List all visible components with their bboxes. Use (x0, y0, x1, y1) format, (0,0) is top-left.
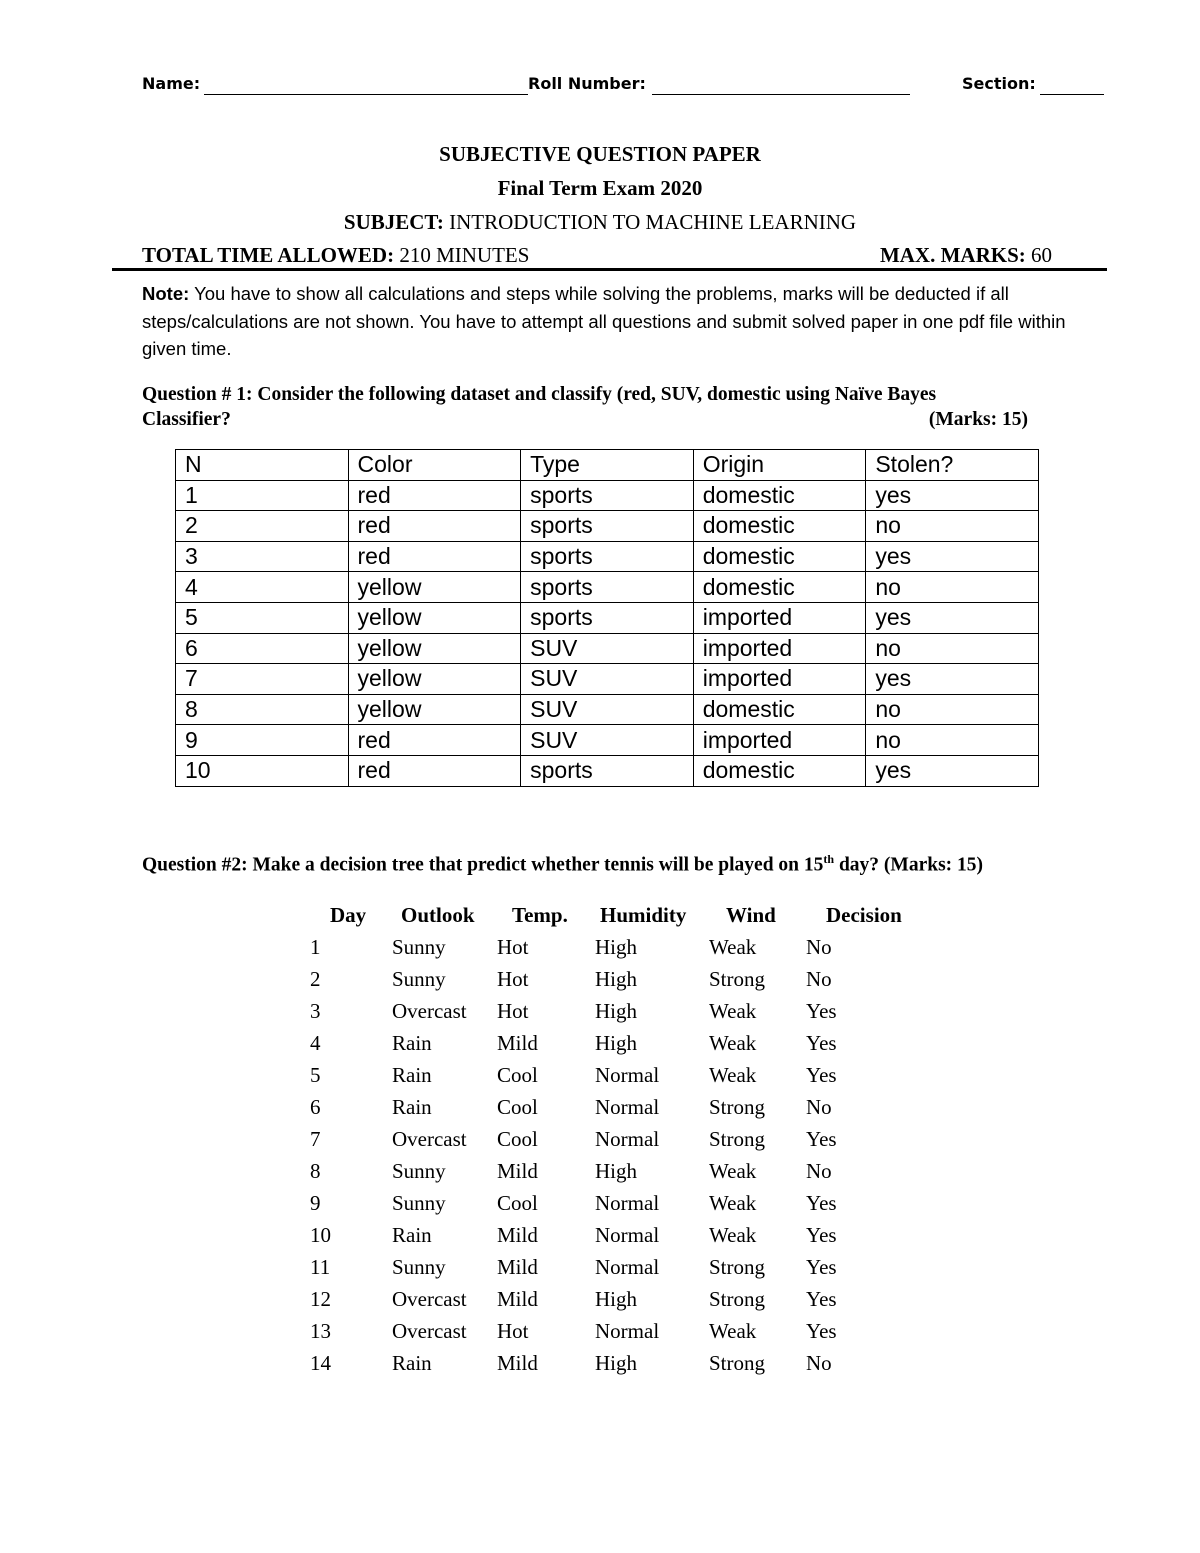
table-cell: imported (693, 664, 866, 695)
question-1-marks: (Marks: 15) (928, 409, 1028, 430)
table-cell: Cool (497, 1095, 538, 1119)
table-cell: yellow (348, 602, 521, 633)
table-cell: no (866, 511, 1039, 542)
table-row (176, 725, 1039, 756)
table-cell: yellow (348, 694, 521, 725)
table-cell: Mild (497, 1351, 538, 1375)
table-cell: Hot (497, 999, 529, 1023)
table-cell: 9 (176, 725, 349, 756)
table-cell: domestic (693, 511, 866, 542)
table-cell: Normal (595, 1223, 660, 1247)
table-cell: imported (693, 602, 866, 633)
table-cell: Overcast (392, 1127, 467, 1151)
table-cell: Sunny (392, 1191, 446, 1215)
paper-title: SUBJECTIVE QUESTION PAPER (439, 142, 761, 166)
table-cell: Sunny (392, 1159, 446, 1183)
roll-number-label: Roll Number: (528, 74, 646, 93)
table-cell: 6 (310, 1095, 321, 1119)
table-cell: 13 (310, 1319, 331, 1343)
table-cell: Overcast (392, 1287, 467, 1311)
table-cell: 1 (310, 935, 321, 959)
table-cell: 3 (310, 999, 321, 1023)
table-cell: High (595, 967, 637, 991)
section-label: Section: (962, 74, 1036, 93)
table-cell: sports (521, 755, 694, 786)
name-blank[interactable] (204, 94, 528, 95)
column-header: Wind (726, 903, 776, 927)
question-2-text: Question #2: Make a decision tree that predict whether tennis will be played on 15 (142, 854, 824, 876)
table-cell: red (348, 725, 521, 756)
table-cell: Mild (497, 1255, 538, 1279)
column-header: Color (348, 450, 521, 481)
table-cell: Normal (595, 1319, 660, 1343)
time-value: 210 MINUTES (399, 243, 530, 267)
table-cell: Weak (709, 1191, 757, 1215)
table-cell: Weak (709, 935, 757, 959)
table-cell: Yes (806, 1191, 837, 1215)
table-cell: Weak (709, 1063, 757, 1087)
table-row (176, 633, 1039, 664)
table-row (176, 602, 1039, 633)
header-divider (112, 268, 1107, 271)
table-cell: Weak (709, 1319, 757, 1343)
instructions-note (142, 280, 1077, 363)
table-cell: 7 (310, 1127, 321, 1151)
table-row (176, 572, 1039, 603)
table-cell: sports (521, 572, 694, 603)
table-cell: no (866, 694, 1039, 725)
roll-number-blank[interactable] (652, 94, 910, 95)
table-cell: sports (521, 480, 694, 511)
subject-value: INTRODUCTION TO MACHINE LEARNING (449, 210, 857, 234)
table-cell: yellow (348, 633, 521, 664)
subject-label: SUBJECT: (343, 210, 444, 234)
table-cell: red (348, 511, 521, 542)
table-cell: yes (866, 602, 1039, 633)
table-cell: no (866, 572, 1039, 603)
table-cell: Hot (497, 967, 529, 991)
question-2-superscript: th (823, 852, 835, 866)
student-info-fields (142, 74, 1104, 100)
subject-line (0, 210, 1200, 235)
table-cell: 5 (176, 602, 349, 633)
table-cell: Strong (709, 1255, 766, 1279)
table-cell: Yes (806, 999, 837, 1023)
table-row (176, 480, 1039, 511)
section-blank[interactable] (1040, 94, 1104, 95)
table-cell: yellow (348, 572, 521, 603)
table-cell: Cool (497, 1191, 538, 1215)
table-cell: High (595, 1351, 637, 1375)
table-cell: domestic (693, 755, 866, 786)
table-cell: No (806, 1095, 832, 1119)
table-cell: 8 (310, 1159, 321, 1183)
table-cell: 10 (176, 755, 349, 786)
marks-label: MAX. MARKS: (879, 243, 1026, 267)
question-1 (142, 382, 1028, 432)
column-header: Day (330, 903, 367, 927)
table-cell: sports (521, 541, 694, 572)
table-row (176, 541, 1039, 572)
table-cell: Weak (709, 1159, 757, 1183)
table-row (176, 664, 1039, 695)
table-cell: SUV (521, 694, 694, 725)
table-cell: High (595, 1159, 637, 1183)
column-header: N (176, 450, 349, 481)
time-allowed (142, 243, 529, 268)
table-cell: domestic (693, 541, 866, 572)
table-cell: red (348, 541, 521, 572)
table-cell: 11 (310, 1255, 331, 1279)
table-cell: red (348, 755, 521, 786)
table-cell: yes (866, 664, 1039, 695)
table-cell: Normal (595, 1127, 660, 1151)
table-cell: Weak (709, 999, 757, 1023)
table-cell: domestic (693, 694, 866, 725)
table-cell: domestic (693, 480, 866, 511)
exam-title: Final Term Exam 2020 (497, 176, 703, 200)
table-cell: Rain (392, 1063, 432, 1087)
table-cell: Yes (806, 1031, 837, 1055)
table-cell: 3 (176, 541, 349, 572)
table-cell: sports (521, 511, 694, 542)
table-cell: Sunny (392, 967, 446, 991)
column-header: Decision (826, 903, 902, 927)
marks-value: 60 (1031, 243, 1052, 267)
table-cell: 12 (310, 1287, 331, 1311)
table-cell: Mild (497, 1287, 538, 1311)
table-cell: 14 (310, 1351, 331, 1375)
table-cell: Normal (595, 1095, 660, 1119)
table-cell: High (595, 999, 637, 1023)
table-cell: Strong (709, 1351, 766, 1375)
table-cell: SUV (521, 633, 694, 664)
table-cell: yes (866, 480, 1039, 511)
table-cell: 8 (176, 694, 349, 725)
table-cell: Yes (806, 1063, 837, 1087)
table-cell: Overcast (392, 999, 467, 1023)
note-text: You have to show all calculations and steps while solving the problems, marks will be deducted if all steps/calculations are not shown. You have to attempt all questions and submit solved paper in one pdf file within given time. (142, 283, 1066, 359)
table-cell: Sunny (392, 1255, 446, 1279)
table-row (176, 511, 1039, 542)
table-cell: Yes (806, 1319, 837, 1343)
table-cell: Yes (806, 1127, 837, 1151)
table-cell: SUV (521, 725, 694, 756)
table-cell: Weak (709, 1223, 757, 1247)
table-cell: 4 (176, 572, 349, 603)
table-cell: Mild (497, 1031, 538, 1055)
question-2 (142, 852, 1102, 877)
table-cell: Cool (497, 1127, 538, 1151)
column-header: Stolen? (866, 450, 1039, 481)
column-header: Origin (693, 450, 866, 481)
max-marks (880, 243, 1052, 268)
table-cell: Rain (392, 1223, 432, 1247)
table-cell: yellow (348, 664, 521, 695)
table-cell: 1 (176, 480, 349, 511)
table-cell: High (595, 1031, 637, 1055)
table-cell: Overcast (392, 1319, 467, 1343)
table-cell: Hot (497, 1319, 529, 1343)
table-cell: SUV (521, 664, 694, 695)
question-1-text: Question # 1: Consider the following dataset and classify (red, SUV, domestic using Naïve Bayes Classifier? (142, 384, 937, 430)
column-header: Humidity (600, 903, 687, 927)
table-row (176, 755, 1039, 786)
naive-bayes-dataset-table (175, 449, 1039, 787)
table-cell: No (806, 1159, 832, 1183)
table-cell: 6 (176, 633, 349, 664)
table-cell: no (866, 633, 1039, 664)
table-cell: Yes (806, 1223, 837, 1247)
table-cell: Hot (497, 935, 529, 959)
table-cell: Cool (497, 1063, 538, 1087)
table-cell: red (348, 480, 521, 511)
time-label: TOTAL TIME ALLOWED: (142, 243, 395, 267)
table-cell: imported (693, 725, 866, 756)
table-cell: domestic (693, 572, 866, 603)
table-row (176, 694, 1039, 725)
column-header: Outlook (401, 903, 475, 927)
table-cell: sports (521, 602, 694, 633)
table-cell: Rain (392, 1095, 432, 1119)
table-cell: Normal (595, 1191, 660, 1215)
table-cell: Mild (497, 1223, 538, 1247)
table-cell: No (806, 967, 832, 991)
table-cell: 7 (176, 664, 349, 695)
table-header-row (176, 450, 1039, 481)
table-cell: Sunny (392, 935, 446, 959)
column-header: Type (521, 450, 694, 481)
table-cell: 10 (310, 1223, 331, 1247)
note-label: Note: (142, 283, 190, 304)
table-cell: Strong (709, 1127, 766, 1151)
table-cell: yes (866, 755, 1039, 786)
table-cell: High (595, 935, 637, 959)
table-cell: imported (693, 633, 866, 664)
table-cell: 2 (310, 967, 321, 991)
table-cell: Rain (392, 1031, 432, 1055)
table-cell: Strong (709, 1287, 766, 1311)
table-cell: Strong (709, 967, 766, 991)
table-cell: Normal (595, 1063, 660, 1087)
table-cell: Yes (806, 1287, 837, 1311)
table-cell: No (806, 1351, 832, 1375)
table-cell: Weak (709, 1031, 757, 1055)
table-cell: Normal (595, 1255, 660, 1279)
table-cell: Mild (497, 1159, 538, 1183)
table-cell: Rain (392, 1351, 432, 1375)
table-cell: High (595, 1287, 637, 1311)
table-cell: 4 (310, 1031, 321, 1055)
table-cell: Strong (709, 1095, 766, 1119)
question-2-text-end: day? (Marks: 15) (834, 854, 984, 876)
name-label: Name: (142, 74, 201, 93)
table-cell: Yes (806, 1255, 837, 1279)
column-header: Temp. (512, 903, 568, 927)
table-cell: 2 (176, 511, 349, 542)
table-cell: 9 (310, 1191, 321, 1215)
table-cell: yes (866, 541, 1039, 572)
table-cell: No (806, 935, 832, 959)
table-cell: no (866, 725, 1039, 756)
table-cell: 5 (310, 1063, 321, 1087)
